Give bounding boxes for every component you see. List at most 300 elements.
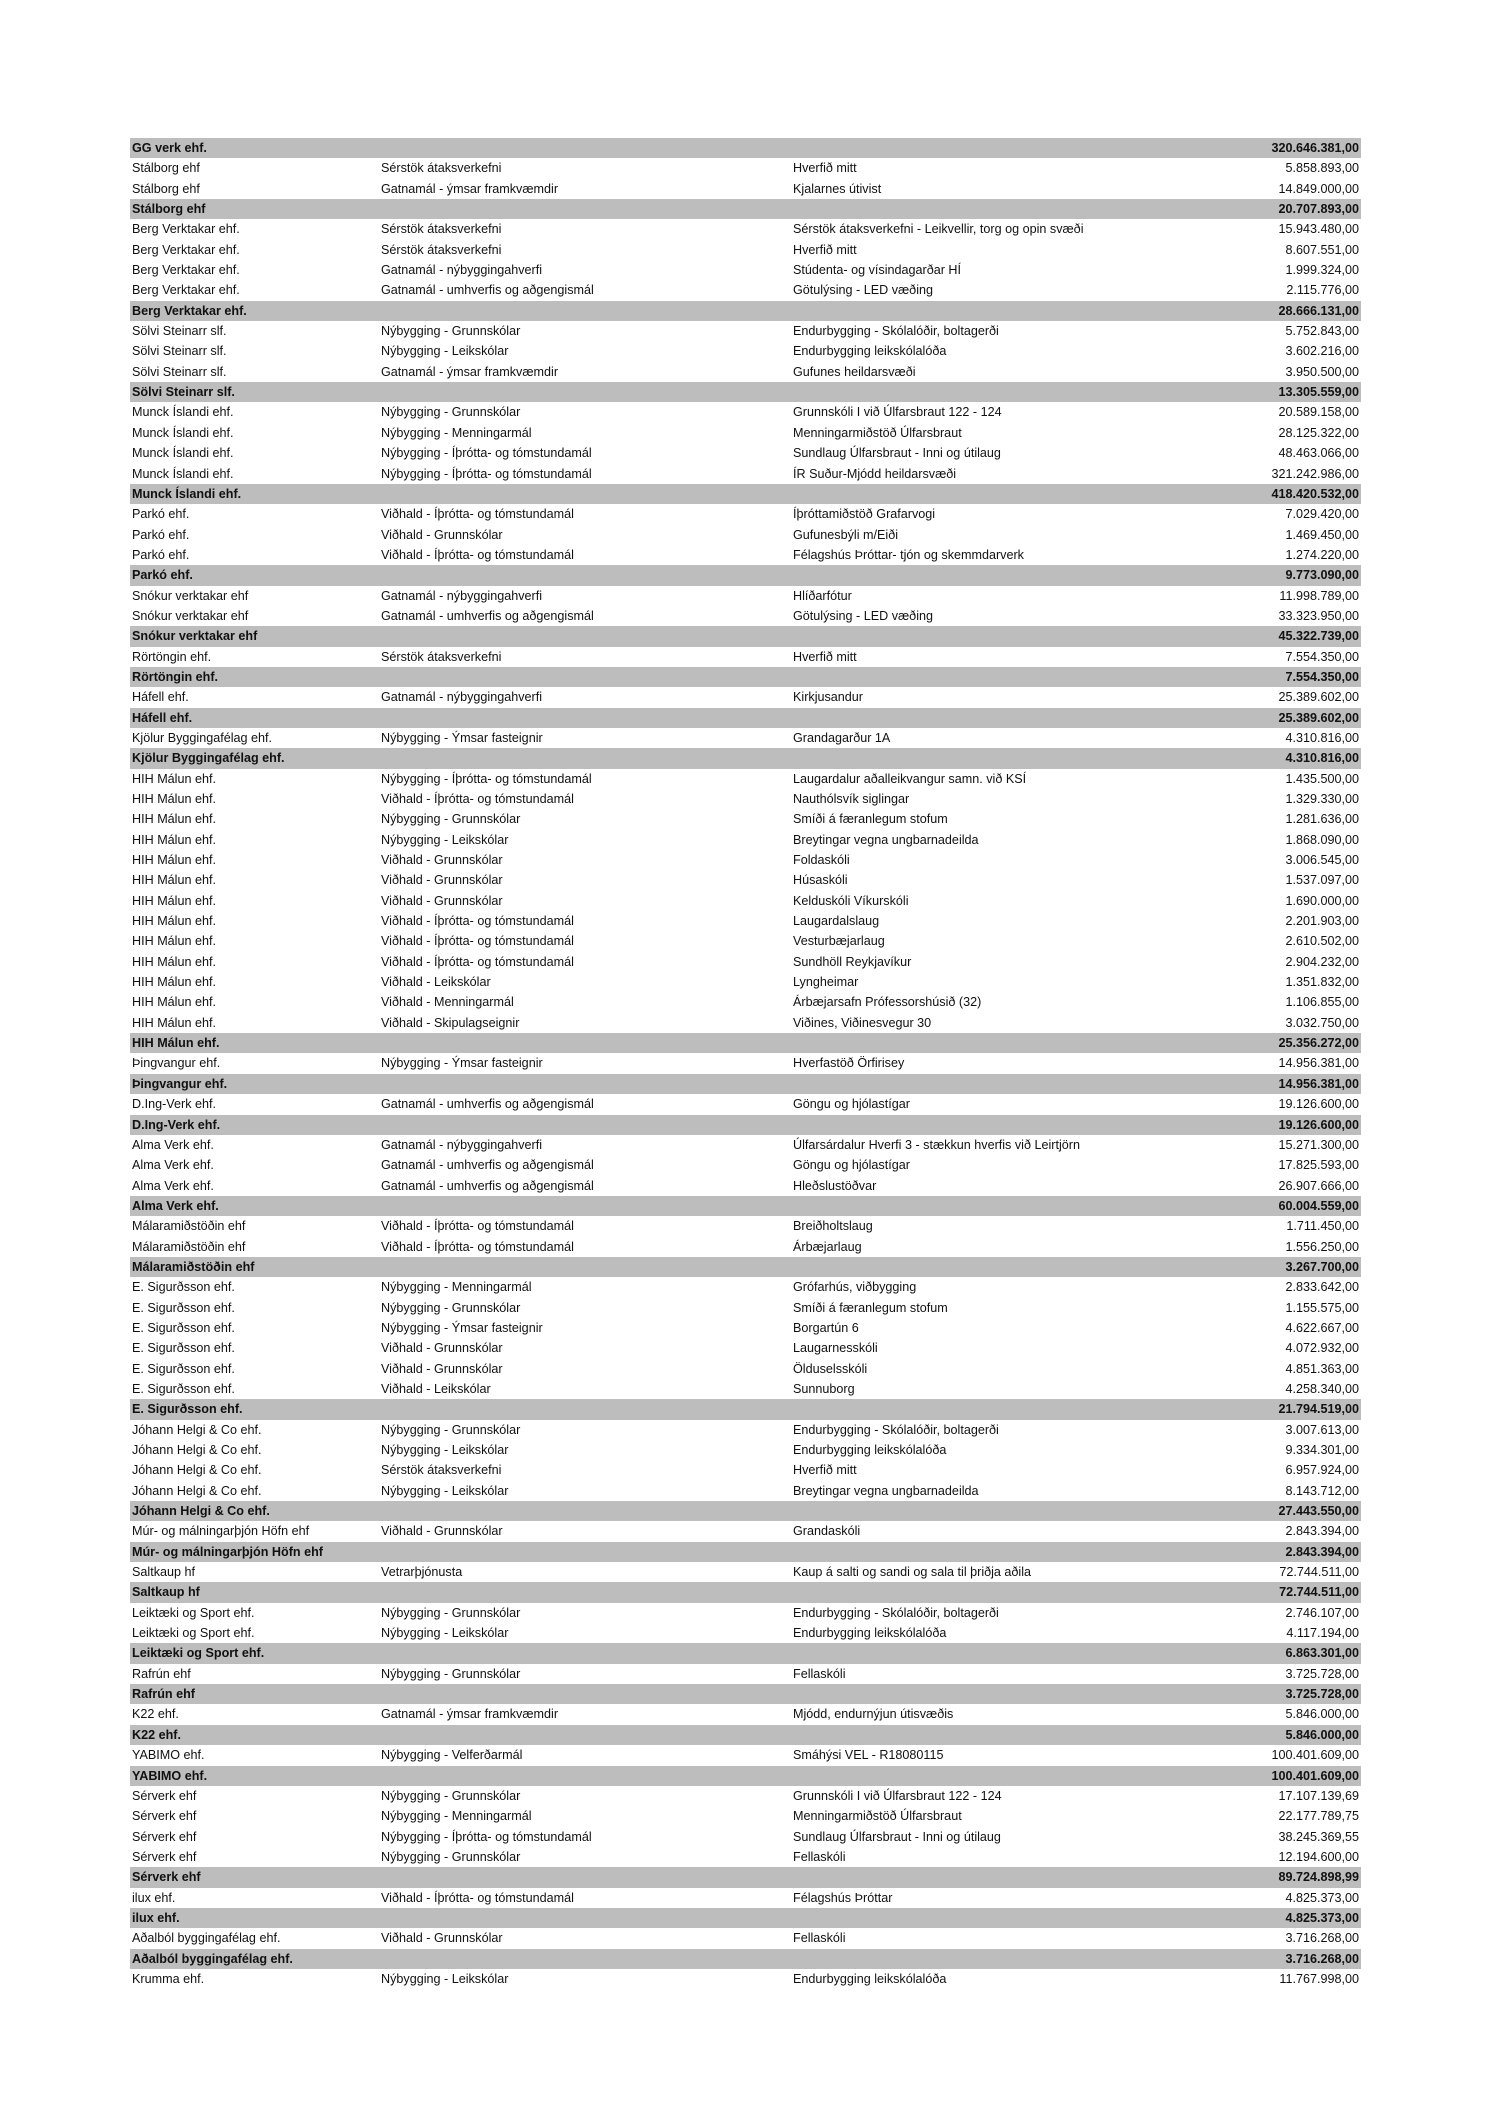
table-row	[130, 891, 1361, 911]
contractor-cell: Jóhann Helgi & Co ehf.	[132, 1504, 270, 1519]
table-row	[130, 769, 1361, 789]
project-cell: Grunnskóli I við Úlfarsbraut 122 - 124	[793, 405, 1002, 420]
contractor-cell: Rörtöngin ehf.	[132, 669, 219, 684]
project-cell: Sérstök átaksverkefni - Leikvellir, torg og opin svæði	[793, 222, 1084, 237]
project-cell: Smáhýsi VEL - R18080115	[793, 1748, 944, 1763]
amount-cell: 9.773.090,00	[1285, 568, 1359, 583]
category-cell: Viðhald - Leikskólar	[381, 1381, 491, 1396]
project-cell: Laugardalur aðalleikvangur samn. við KSÍ	[793, 771, 1027, 786]
category-cell: Nýbygging - Menningarmál	[381, 1280, 532, 1295]
category-cell: Nýbygging - Menningarmál	[381, 425, 532, 440]
amount-cell: 22.177.789,75	[1278, 1809, 1359, 1824]
subtotal-row	[130, 1908, 1361, 1928]
amount-cell: 4.072.932,00	[1285, 1341, 1359, 1356]
table-row	[130, 850, 1361, 870]
amount-cell: 4.622.667,00	[1285, 1320, 1359, 1335]
table-row	[130, 972, 1361, 992]
contractor-cell: HIH Málun ehf.	[132, 853, 216, 868]
contractor-cell: HIH Málun ehf.	[132, 1015, 216, 1030]
amount-cell: 8.607.551,00	[1285, 242, 1359, 257]
subtotal-row	[130, 1582, 1361, 1602]
category-cell: Nýbygging - Ýmsar fasteignir	[381, 1320, 543, 1335]
amount-cell: 5.846.000,00	[1285, 1707, 1359, 1722]
subtotal-row	[130, 1725, 1361, 1745]
contractor-cell: E. Sigurðsson ehf.	[132, 1381, 235, 1396]
contractor-cell: Kjölur Byggingafélag ehf.	[132, 751, 285, 766]
table-row	[130, 687, 1361, 707]
amount-cell: 7.029.420,00	[1285, 507, 1359, 522]
category-cell: Viðhald - Grunnskólar	[381, 527, 503, 542]
amount-cell: 1.999.324,00	[1285, 263, 1359, 278]
amount-cell: 6.863.301,00	[1285, 1646, 1359, 1661]
table-row	[130, 1094, 1361, 1114]
table-row	[130, 1420, 1361, 1440]
table-row	[130, 525, 1361, 545]
category-cell: Sérstök átaksverkefni	[381, 222, 502, 237]
subtotal-row	[130, 748, 1361, 768]
contractor-cell: Alma Verk ehf.	[132, 1158, 214, 1173]
table-row	[130, 1562, 1361, 1582]
contractor-cell: ilux ehf.	[132, 1910, 180, 1925]
amount-cell: 60.004.559,00	[1278, 1198, 1359, 1213]
amount-cell: 3.725.728,00	[1285, 1666, 1359, 1681]
category-cell: Gatnamál - ýmsar framkvæmdir	[381, 1707, 559, 1722]
contractor-cell: Saltkaup hf	[132, 1585, 200, 1600]
project-cell: ÍR Suður-Mjódd heildarsvæði	[793, 466, 957, 481]
contractor-cell: HIH Málun ehf.	[132, 914, 216, 929]
subtotal-row	[130, 382, 1361, 402]
table-row	[130, 1053, 1361, 1073]
contractor-cell: HIH Málun ehf.	[132, 893, 216, 908]
category-cell: Nýbygging - Leikskólar	[381, 1971, 509, 1986]
contractor-cell: HIH Málun ehf.	[132, 792, 216, 806]
table-row	[130, 280, 1361, 300]
amount-cell: 2.833.642,00	[1285, 1280, 1359, 1295]
category-cell: Viðhald - Íþrótta- og tómstundamál	[381, 547, 574, 562]
subtotal-row	[130, 708, 1361, 728]
amount-cell: 320.646.381,00	[1271, 141, 1359, 155]
contractor-cell: K22 ehf.	[132, 1707, 179, 1722]
category-cell: Viðhald - Grunnskólar	[381, 873, 503, 888]
contractor-cell: Rörtöngin ehf.	[132, 649, 212, 664]
contractor-cell: Þingvangur ehf.	[132, 1076, 228, 1091]
project-cell: Borgartún 6	[793, 1320, 859, 1335]
category-cell: Gatnamál - ýmsar framkvæmdir	[381, 364, 559, 379]
amount-cell: 11.767.998,00	[1279, 1971, 1359, 1986]
category-cell: Viðhald - Íþrótta- og tómstundamál	[381, 914, 574, 929]
amount-cell: 3.006.545,00	[1285, 853, 1359, 868]
table-row	[130, 1704, 1361, 1724]
contractor-cell: Leiktæki og Sport ehf.	[132, 1626, 255, 1641]
category-cell: Viðhald - Íþrótta- og tómstundamál	[381, 1219, 574, 1234]
project-cell: Gufunes heildarsvæði	[793, 364, 916, 379]
subtotal-row	[130, 1501, 1361, 1521]
amount-cell: 4.825.373,00	[1285, 1890, 1359, 1905]
amount-cell: 21.794.519,00	[1278, 1402, 1359, 1417]
table-row	[130, 1745, 1361, 1765]
amount-cell: 45.322.739,00	[1278, 629, 1359, 644]
amount-cell: 3.032.750,00	[1285, 1015, 1359, 1030]
category-cell: Gatnamál - umhverfis og aðgengismál	[381, 1097, 594, 1112]
project-cell: Kaup á salti og sandi og sala til þriðja aðila	[793, 1565, 1032, 1580]
amount-cell: 14.956.381,00	[1278, 1076, 1359, 1091]
table-row	[130, 1277, 1361, 1297]
contractor-cell: Parkó ehf.	[132, 547, 190, 562]
project-cell: Gufunesbýli m/Eiði	[793, 527, 898, 542]
table-row	[130, 1521, 1361, 1541]
category-cell: Viðhald - Skipulagseignir	[381, 1015, 520, 1030]
category-cell: Nýbygging - Grunnskólar	[381, 1422, 521, 1437]
contractor-cell: YABIMO ehf.	[132, 1748, 205, 1763]
table-row	[130, 179, 1361, 199]
amount-cell: 72.744.511,00	[1279, 1565, 1359, 1580]
subtotal-row	[130, 1949, 1361, 1969]
amount-cell: 1.351.832,00	[1285, 975, 1359, 990]
contractor-cell: Munck Íslandi ehf.	[132, 446, 234, 461]
contractor-cell: HIH Málun ehf.	[132, 832, 216, 847]
project-cell: Íþróttamiðstöð Grafarvogi	[793, 507, 936, 522]
project-cell: Endurbygging - Skólalóðir, boltagerði	[793, 1422, 999, 1437]
amount-cell: 20.707.893,00	[1278, 202, 1359, 217]
table-row	[130, 1969, 1361, 1989]
project-cell: Árbæjarsafn Prófessorshúsið (32)	[793, 995, 982, 1010]
contractor-cell: Rafrún ehf	[132, 1687, 195, 1702]
category-cell: Nýbygging - Grunnskólar	[381, 1788, 521, 1803]
amount-cell: 1.155.575,00	[1285, 1300, 1359, 1315]
table-row	[130, 809, 1361, 829]
amount-cell: 1.537.097,00	[1285, 873, 1359, 888]
contractor-cell: Snókur verktakar ehf	[132, 588, 249, 603]
contractor-cell: Berg Verktakar ehf.	[132, 303, 247, 318]
table-row	[130, 1216, 1361, 1236]
category-cell: Gatnamál - umhverfis og aðgengismál	[381, 1178, 594, 1193]
category-cell: Gatnamál - umhverfis og aðgengismál	[381, 1158, 594, 1173]
contractor-cell: Aðalból byggingafélag ehf.	[132, 1931, 281, 1946]
contractor-cell: Munck Íslandi ehf.	[132, 405, 234, 420]
table-row	[130, 1888, 1361, 1908]
category-cell: Nýbygging - Leikskólar	[381, 1626, 509, 1641]
contractor-cell: HIH Málun ehf.	[132, 954, 216, 969]
contractor-cell: Parkó ehf.	[132, 568, 193, 583]
project-cell: Félagshús Þróttar- tjón og skemmdarverk	[793, 547, 1024, 562]
table-row	[130, 1664, 1361, 1684]
subtotal-row	[130, 667, 1361, 687]
amount-cell: 4.825.373,00	[1285, 1910, 1359, 1925]
table-row	[130, 1176, 1361, 1196]
project-cell: Stúdenta- og vísindagarðar HÍ	[793, 263, 962, 278]
category-cell: Gatnamál - ýmsar framkvæmdir	[381, 181, 559, 196]
category-cell: Nýbygging - Grunnskólar	[381, 1666, 521, 1681]
project-cell: Breiðholtslaug	[793, 1219, 873, 1234]
project-cell: Smíði á færanlegum stofum	[793, 1300, 948, 1315]
project-cell: Félagshús Þróttar	[793, 1890, 893, 1905]
project-cell: Endurbygging - Skólalóðir, boltagerði	[793, 324, 999, 339]
amount-cell: 5.858.893,00	[1285, 161, 1359, 176]
project-cell: Endurbygging leikskólalóða	[793, 344, 947, 359]
category-cell: Sérstök átaksverkefni	[381, 649, 502, 664]
category-cell: Viðhald - Grunnskólar	[381, 1361, 503, 1376]
subtotal-row	[130, 1542, 1361, 1562]
project-cell: Ölduselsskóli	[793, 1361, 868, 1376]
category-cell: Nýbygging - Grunnskólar	[381, 1300, 521, 1315]
contractor-cell: Háfell ehf.	[132, 690, 189, 705]
table-row	[130, 1928, 1361, 1948]
table-row	[130, 1481, 1361, 1501]
project-cell: Hverfið mitt	[793, 242, 857, 257]
project-cell: Foldaskóli	[793, 853, 850, 868]
amount-cell: 14.956.381,00	[1278, 1056, 1359, 1071]
category-cell: Nýbygging - Grunnskólar	[381, 812, 521, 827]
contractor-cell: Sölvi Steinarr slf.	[132, 324, 227, 339]
project-cell: Hlíðarfótur	[793, 588, 852, 603]
category-cell: Viðhald - Íþrótta- og tómstundamál	[381, 1890, 574, 1905]
contractor-cell: HIH Málun ehf.	[132, 975, 216, 990]
table-row	[130, 219, 1361, 239]
amount-cell: 1.281.636,00	[1285, 812, 1359, 827]
category-cell: Nýbygging - Íþrótta- og tómstundamál	[381, 446, 592, 461]
table-row	[130, 911, 1361, 931]
amount-cell: 28.125.322,00	[1278, 425, 1359, 440]
contractor-cell: E. Sigurðsson ehf.	[132, 1300, 235, 1315]
subtotal-row	[130, 1115, 1361, 1135]
amount-cell: 2.115.776,00	[1286, 283, 1359, 298]
amount-cell: 3.602.216,00	[1285, 344, 1359, 359]
subtotal-row	[130, 301, 1361, 321]
contractor-cell: Sölvi Steinarr slf.	[132, 364, 227, 379]
table-row	[130, 1440, 1361, 1460]
amount-cell: 20.589.158,00	[1278, 405, 1359, 420]
project-cell: Kjalarnes útivist	[793, 181, 882, 196]
project-cell: Sundlaug Úlfarsbraut - Inni og útilaug	[793, 1829, 1001, 1844]
project-cell: Grunnskóli I við Úlfarsbraut 122 - 124	[793, 1788, 1002, 1803]
contractor-cell: Múr- og málningarþjón Höfn ehf	[132, 1544, 323, 1559]
table-row	[130, 260, 1361, 280]
project-cell: Grandaskóli	[793, 1524, 861, 1539]
contractor-cell: D.Ing-Verk ehf.	[132, 1117, 221, 1132]
table-row	[130, 158, 1361, 178]
contractor-cell: Leiktæki og Sport ehf.	[132, 1646, 265, 1661]
amount-cell: 5.752.843,00	[1285, 324, 1359, 339]
contractor-cell: Snókur verktakar ehf	[132, 629, 258, 644]
amount-cell: 3.716.268,00	[1285, 1931, 1359, 1946]
amount-cell: 1.106.855,00	[1285, 995, 1359, 1010]
amount-cell: 25.389.602,00	[1278, 690, 1359, 705]
category-cell: Viðhald - Íþrótta- og tómstundamál	[381, 792, 574, 806]
category-cell: Nýbygging - Menningarmál	[381, 1809, 532, 1824]
project-cell: Nauthólsvík siglingar	[793, 792, 910, 806]
category-cell: Nýbygging - Ýmsar fasteignir	[381, 730, 543, 745]
category-cell: Nýbygging - Velferðarmál	[381, 1748, 523, 1763]
category-cell: Sérstök átaksverkefni	[381, 242, 502, 257]
project-cell: Endurbygging - Skólalóðir, boltagerði	[793, 1605, 999, 1620]
subtotal-row	[130, 1257, 1361, 1277]
contractor-cell: Alma Verk ehf.	[132, 1137, 214, 1152]
category-cell: Gatnamál - umhverfis og aðgengismál	[381, 608, 594, 623]
table-row	[130, 647, 1361, 667]
contractor-cell: Stálborg ehf	[132, 181, 200, 196]
amount-cell: 2.843.394,00	[1285, 1524, 1359, 1539]
amount-cell: 3.725.728,00	[1285, 1687, 1359, 1702]
project-cell: Viðines, Viðinesvegur 30	[793, 1015, 932, 1030]
amount-cell: 2.843.394,00	[1285, 1544, 1359, 1559]
subtotal-row	[130, 138, 1361, 158]
amount-cell: 7.554.350,00	[1285, 669, 1359, 684]
category-cell: Gatnamál - umhverfis og aðgengismál	[381, 283, 594, 298]
category-cell: Gatnamál - nýbyggingahverfi	[381, 690, 543, 705]
contractor-cell: Parkó ehf.	[132, 527, 190, 542]
contractor-cell: Háfell ehf.	[132, 710, 193, 725]
table-row	[130, 1847, 1361, 1867]
table-row	[130, 1786, 1361, 1806]
project-cell: Götulýsing - LED væðing	[793, 283, 933, 298]
table-row	[130, 830, 1361, 850]
amount-cell: 6.957.924,00	[1285, 1463, 1359, 1478]
table-row	[130, 1135, 1361, 1155]
contractor-cell: Leiktæki og Sport ehf.	[132, 1605, 255, 1620]
amount-cell: 1.556.250,00	[1285, 1239, 1359, 1254]
project-cell: Árbæjarlaug	[793, 1239, 862, 1254]
subtotal-row	[130, 1033, 1361, 1053]
subtotal-row	[130, 1399, 1361, 1419]
amount-cell: 25.356.272,00	[1278, 1036, 1359, 1051]
category-cell: Nýbygging - Leikskólar	[381, 1483, 509, 1498]
project-cell: Endurbygging leikskólalóða	[793, 1626, 947, 1641]
contractor-cell: Sölvi Steinarr slf.	[132, 344, 227, 359]
project-cell: Laugardalslaug	[793, 914, 880, 929]
subtotal-row	[130, 565, 1361, 585]
project-cell: Mjódd, endurnýjun útisvæðis	[793, 1707, 954, 1722]
amount-cell: 11.998.789,00	[1279, 588, 1359, 603]
table-row	[130, 240, 1361, 260]
contractor-cell: YABIMO ehf.	[132, 1768, 208, 1783]
contractor-cell: Málaramiðstöðin ehf	[132, 1239, 246, 1254]
contractor-cell: Munck Íslandi ehf.	[132, 486, 242, 501]
amount-cell: 89.724.898,99	[1278, 1870, 1359, 1885]
project-cell: Göngu og hjólastígar	[793, 1097, 910, 1112]
project-cell: Sundlaug Úlfarsbraut - Inni og útilaug	[793, 446, 1001, 461]
amount-cell: 3.950.500,00	[1285, 364, 1359, 379]
subtotal-row	[130, 1643, 1361, 1663]
project-cell: Menningarmiðstöð Úlfarsbraut	[793, 425, 962, 440]
project-cell: Sunnuborg	[793, 1381, 855, 1396]
category-cell: Nýbygging - Grunnskólar	[381, 1849, 521, 1864]
project-cell: Fellaskóli	[793, 1849, 846, 1864]
contractor-cell: Málaramiðstöðin ehf	[132, 1259, 255, 1274]
contractor-cell: HIH Málun ehf.	[132, 934, 216, 949]
amount-cell: 5.846.000,00	[1285, 1727, 1359, 1742]
amount-cell: 4.117.194,00	[1286, 1626, 1359, 1641]
table-row	[130, 402, 1361, 422]
contractor-cell: E. Sigurðsson ehf.	[132, 1341, 235, 1356]
contractor-cell: Málaramiðstöðin ehf	[132, 1219, 246, 1234]
category-cell: Gatnamál - nýbyggingahverfi	[381, 263, 543, 278]
amount-cell: 19.126.600,00	[1278, 1117, 1359, 1132]
amount-cell: 4.258.340,00	[1285, 1381, 1359, 1396]
amount-cell: 12.194.600,00	[1278, 1849, 1359, 1864]
category-cell: Nýbygging - Íþrótta- og tómstundamál	[381, 1829, 592, 1844]
table-row	[130, 1623, 1361, 1643]
table-row	[130, 1806, 1361, 1826]
amount-cell: 3.007.613,00	[1285, 1422, 1359, 1437]
contractor-cell: Sérverk ehf	[132, 1809, 197, 1824]
contractor-cell: GG verk ehf.	[132, 141, 207, 155]
table-row	[130, 504, 1361, 524]
project-cell: Hverfið mitt	[793, 1463, 857, 1478]
amount-cell: 321.242.986,00	[1271, 466, 1359, 481]
contractor-cell: Berg Verktakar ehf.	[132, 283, 240, 298]
contractor-cell: Munck Íslandi ehf.	[132, 466, 234, 481]
subtotal-row	[130, 1196, 1361, 1216]
contractor-cell: Alma Verk ehf.	[132, 1198, 219, 1213]
category-cell: Gatnamál - nýbyggingahverfi	[381, 588, 543, 603]
category-cell: Gatnamál - nýbyggingahverfi	[381, 1137, 543, 1152]
amount-cell: 19.126.600,00	[1278, 1097, 1359, 1112]
category-cell: Viðhald - Grunnskólar	[381, 893, 503, 908]
contractor-cell: HIH Málun ehf.	[132, 1036, 220, 1051]
table-row	[130, 789, 1361, 809]
amount-cell: 1.868.090,00	[1285, 832, 1359, 847]
contractor-cell: K22 ehf.	[132, 1727, 181, 1742]
table-row	[130, 423, 1361, 443]
amount-cell: 28.666.131,00	[1278, 303, 1359, 318]
amount-cell: 27.443.550,00	[1278, 1504, 1359, 1519]
amount-cell: 100.401.609,00	[1271, 1768, 1359, 1783]
amount-cell: 2.904.232,00	[1285, 954, 1359, 969]
contractor-cell: HIH Málun ehf.	[132, 771, 216, 786]
amount-cell: 25.389.602,00	[1278, 710, 1359, 725]
project-cell: Breytingar vegna ungbarnadeilda	[793, 1483, 979, 1498]
category-cell: Nýbygging - Íþrótta- og tómstundamál	[381, 771, 592, 786]
table-row	[130, 1013, 1361, 1033]
project-cell: Endurbygging leikskólalóða	[793, 1971, 947, 1986]
project-cell: Endurbygging leikskólalóða	[793, 1443, 947, 1457]
category-cell: Viðhald - Grunnskólar	[381, 1341, 503, 1356]
category-cell: Viðhald - Grunnskólar	[381, 853, 503, 868]
table-row	[130, 606, 1361, 626]
amount-cell: 2.610.502,00	[1285, 934, 1359, 949]
category-cell: Nýbygging - Ýmsar fasteignir	[381, 1056, 543, 1071]
amount-cell: 7.554.350,00	[1285, 649, 1359, 664]
category-cell: Nýbygging - Leikskólar	[381, 344, 509, 359]
amount-cell: 17.825.593,00	[1278, 1158, 1359, 1173]
subtotal-row	[130, 1074, 1361, 1094]
table-row	[130, 1155, 1361, 1175]
table-row	[130, 464, 1361, 484]
contractor-cell: Krumma ehf.	[132, 1971, 205, 1986]
amount-cell: 15.943.480,00	[1278, 222, 1359, 237]
category-cell: Nýbygging - Grunnskólar	[381, 324, 521, 339]
category-cell: Viðhald - Íþrótta- og tómstundamál	[381, 1239, 574, 1254]
table-row	[130, 931, 1361, 951]
contractor-cell: Snókur verktakar ehf	[132, 608, 249, 623]
table-row	[130, 362, 1361, 382]
project-cell: Kirkjusandur	[793, 690, 863, 705]
amount-cell: 8.143.712,00	[1285, 1483, 1359, 1498]
amount-cell: 13.305.559,00	[1278, 385, 1359, 400]
amount-cell: 3.267.700,00	[1285, 1259, 1359, 1274]
category-cell: Viðhald - Grunnskólar	[381, 1524, 503, 1539]
project-cell: Breytingar vegna ungbarnadeilda	[793, 832, 979, 847]
contractor-cell: D.Ing-Verk ehf.	[132, 1097, 216, 1112]
project-cell: Sundhöll Reykjavíkur	[793, 954, 912, 969]
contractor-cell: ilux ehf.	[132, 1890, 176, 1905]
contractor-cell: E. Sigurðsson ehf.	[132, 1402, 243, 1417]
table-row	[130, 443, 1361, 463]
category-cell: Viðhald - Íþrótta- og tómstundamál	[381, 934, 574, 949]
category-cell: Viðhald - Íþrótta- og tómstundamál	[381, 507, 574, 522]
project-cell: Fellaskóli	[793, 1666, 846, 1681]
table-row	[130, 992, 1361, 1012]
